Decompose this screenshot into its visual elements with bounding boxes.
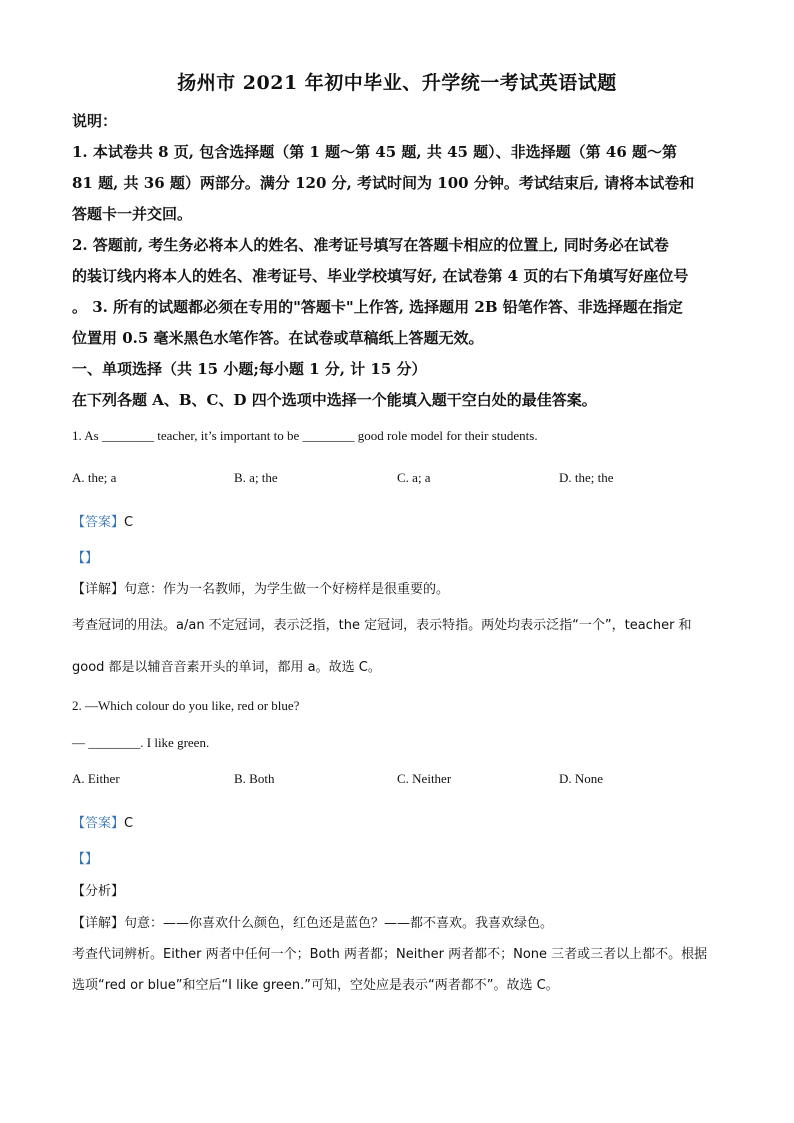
q1-explain-line: good 都是以辅音音素开头的单词，都用 a。故选 C。 <box>72 660 381 675</box>
q2-detail: 【详解】句意：——你喜欢什么颜色，红色还是蓝色？——都不喜欢。我喜欢绿色。 <box>72 916 554 931</box>
q2-option-c: C. Neither <box>397 771 452 786</box>
section-instruction: 在下列各题 A、B、C、D 四个选项中选择一个能填入题干空白处的最佳答案。 <box>72 391 597 409</box>
notes-line: 81 题, 共 36 题）两部分。满分 120 分, 考试时间为 100 分钟。考试结束后, 请将本试卷和 <box>72 174 695 192</box>
question-2-stem: 2. —Which colour do you like, red or blue? <box>72 698 300 713</box>
q2-explain-line: 选项“red or blue”和空后“I like green.”可知，空处应是表示“两者都不”。故选 C。 <box>72 978 559 993</box>
q2-empty-bracket: 【】 <box>72 852 99 867</box>
question-2-stem-reply: — ________. I like green. <box>72 735 210 750</box>
notes-line: 答题卡一并交回。 <box>72 205 193 223</box>
q1-empty-bracket: 【】 <box>72 551 99 566</box>
answer-value: C <box>124 816 134 831</box>
question-1-stem: 1. As ________ teacher, it’s important to be ________ good role model for their students. <box>72 428 538 443</box>
q1-explain-line: 考查冠词的用法。a/an 不定冠词，表示泛指，the 定冠词，表示特指。两处均表示泛指“一个”，teacher 和 <box>72 618 692 633</box>
q1-option-b: B. a; the <box>234 470 278 485</box>
q2-answer <box>72 812 133 831</box>
q1-option-a: A. the; a <box>72 470 117 485</box>
section-heading: 一、单项选择（共 15 小题;每小题 1 分, 计 15 分） <box>72 360 427 378</box>
notes-line: 2. 答题前, 考生务必将本人的姓名、准考证号填写在答题卡相应的位置上, 同时务必在试卷 <box>72 236 669 254</box>
q2-explain-line: 考查代词辨析。Either 两者中任何一个；Both 两者都；Neither 两者都不；None 三者或三者以上都不。根据 <box>72 947 708 962</box>
q2-analysis: 【分析】 <box>72 884 125 899</box>
q1-detail: 【详解】句意：作为一名教师，为学生做一个好榜样是很重要的。 <box>72 582 450 597</box>
notes-line: 1. 本试卷共 8 页, 包含选择题（第 1 题～第 45 题, 共 45 题）、非选择题（第 46 题～第 <box>72 143 677 161</box>
answer-label: 【答案】 <box>72 515 125 530</box>
q1-option-c: C. a; a <box>397 470 431 485</box>
notes-line: 。 3. 所有的试题都必须在专用的"答题卡"上作答, 选择题用 2B 铅笔作答、非选择题在指定 <box>72 298 683 316</box>
answer-value: C <box>124 515 134 530</box>
page-title: 扬州市 2021 年初中毕业、升学统一考试英语试题 <box>177 72 617 94</box>
q1-option-d: D. the; the <box>559 470 614 485</box>
q2-option-d: D. None <box>559 771 604 786</box>
q1-answer <box>72 511 133 530</box>
notes-line: 位置用 0.5 毫米黑色水笔作答。在试卷或草稿纸上答题无效。 <box>72 329 484 347</box>
notes-line: 的装订线内将本人的姓名、准考证号、毕业学校填写好, 在试卷第 4 页的右下角填写好座位号 <box>72 267 689 285</box>
q2-option-a: A. Either <box>72 771 120 786</box>
answer-label: 【答案】 <box>72 816 125 831</box>
q2-option-b: B. Both <box>234 771 275 786</box>
notes-heading: 说明： <box>72 112 118 130</box>
